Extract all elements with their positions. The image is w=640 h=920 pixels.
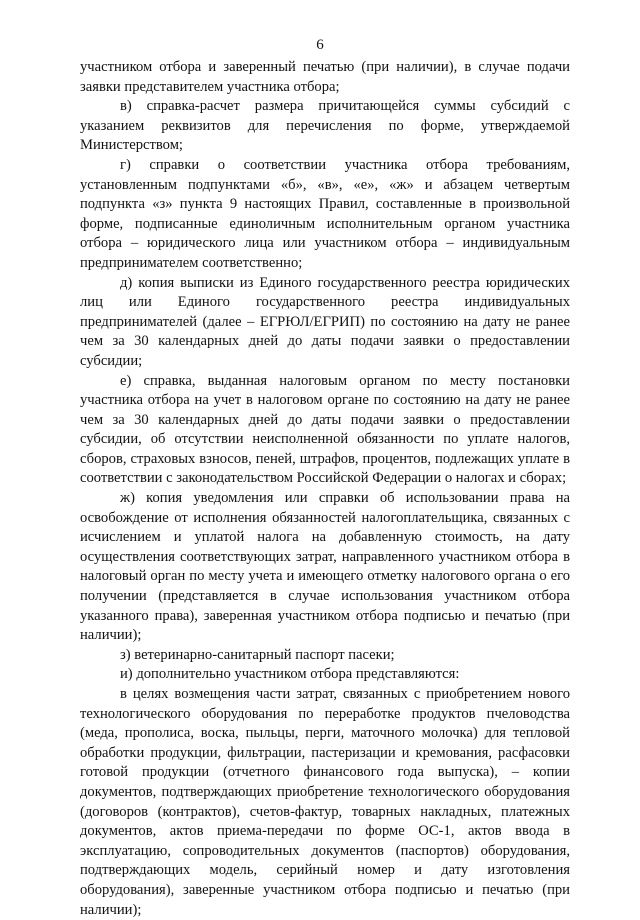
paragraph-i-details: в целях возмещения части затрат, связанных с приобретением нового технологического оборудования по переработке продуктов пчеловодства (меда, прополиса, воска, пыльцы, перги, маточного молочка) для тепловой обработки продукции, фильтрации, пастеризации и кремования, расфасовки готовой продукции (отчетного финансового года выпуска), – копии документов, подтверждающих приобретение технологического оборудования (договоров (контрактов), счетов-фактур, товарных накладных, платежных документов, актов приема-передачи по форме ОС-1, актов ввода в эксплуатацию, сопроводительных документов (паспортов) оборудования, подтверждающих модель, серийный номер и дату изготовления оборудования), заверенные участником отбора подписью и печатью (при наличии); <box>80 686 570 918</box>
paragraph-g: г) справки о соответствии участника отбора требованиям, установленным подпунктами «б», «в», «е», «ж» и абзацем четвертым подпункта «з» пункта 9 настоящих Правил, составленные в произвольной форме, подписанные единоличным исполнительным органом участника отбора – юридического лица или участником отбора – индивидуальным предпринимателем соответственно; <box>80 156 570 271</box>
paragraph-i: и) дополнительно участником отбора представляются: <box>120 666 460 683</box>
page-number: 6 <box>316 37 324 53</box>
paragraph-continuation: участником отбора и заверенный печатью (при наличии), в случае подачи заявки представителем участника отбора; <box>80 59 570 95</box>
paragraph-v: в) справка-расчет размера причитающейся суммы субсидий с указанием реквизитов для перечисления по форме, утверждаемой Министерством; <box>80 98 570 154</box>
paragraph-zh: ж) копия уведомления или справки об использовании права на освобождение от исполнения обязанностей налогоплательщика, связанных с исчислением и уплатой налога на добавленную стоимость, на дату осуществления соответствующих затрат, направленного участником отбора в налоговый орган по месту учета и имеющего отметку налогового органа о его получении (представляется в случае использования участником отбора указанного права), заверенная участником отбора подписью и печатью (при наличии); <box>80 490 570 644</box>
paragraph-d: д) копия выписки из Единого государственного реестра юридических лиц или Единого государственного реестра индивидуальных предпринимателей (далее – ЕГРЮЛ/ЕГРИП) по состоянию на дату не ранее чем за 30 календарных дней до даты подачи заявки о предоставлении субсидии; <box>80 274 570 369</box>
paragraph-z: з) ветеринарно-санитарный паспорт пасеки; <box>120 646 395 663</box>
paragraph-e: е) справка, выданная налоговым органом по месту постановки участника отбора на учет в налоговом органе по состоянию на дату не ранее чем за 30 календарных дней до даты подачи заявки о предоставлении субсидии, об отсутствии неисполненной обязанности по уплате налогов, сборов, страховых взносов, пеней, штрафов, процентов, подлежащих уплате в соответствии с законодательством Российской Федерации о налогах и сборах; <box>80 372 570 487</box>
document-body <box>80 58 570 920</box>
